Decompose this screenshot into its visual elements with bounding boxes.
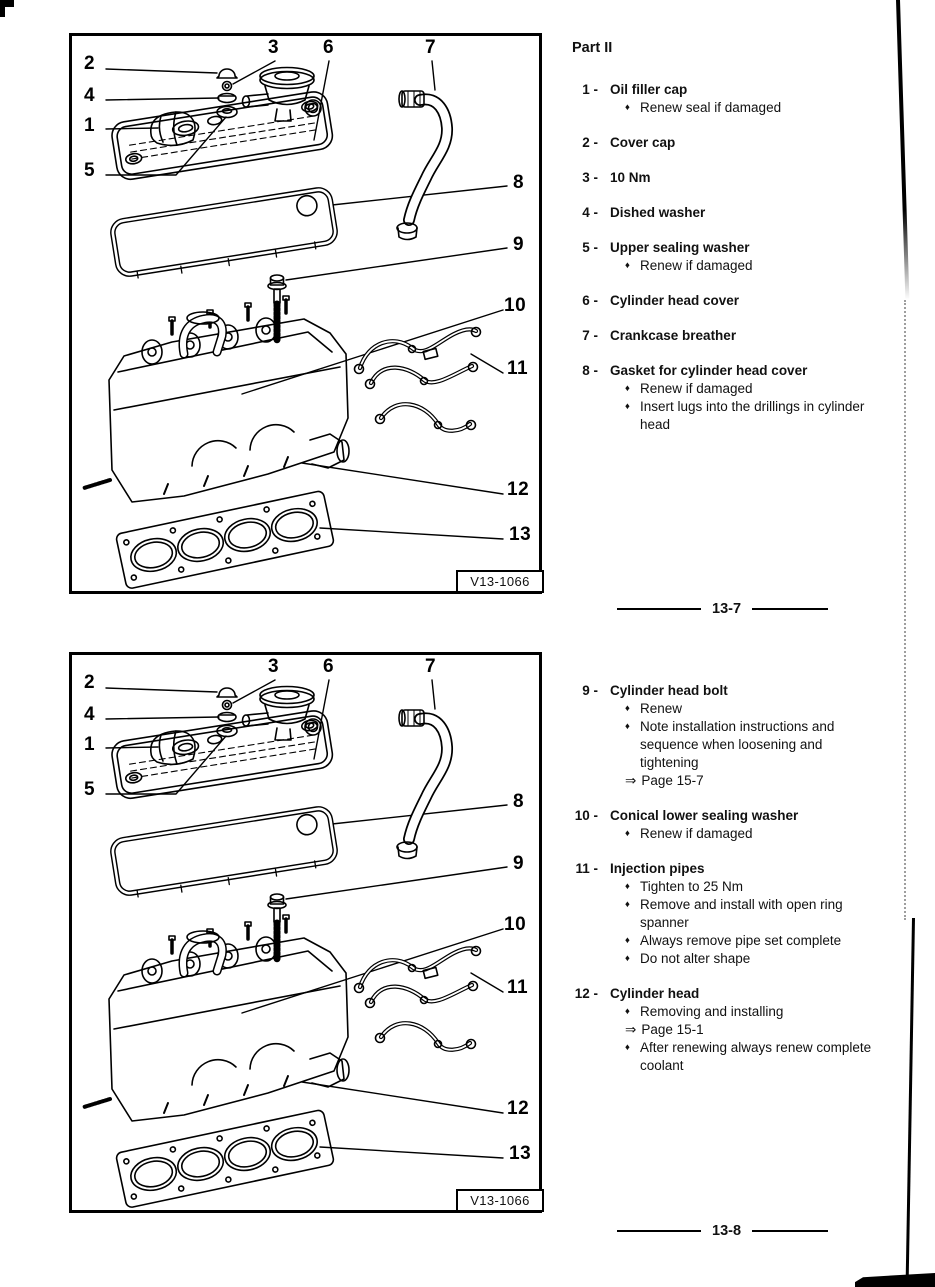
page-number-13-8 <box>617 1223 852 1239</box>
part-number: 10 - <box>574 808 598 823</box>
callout-3: 3 <box>268 656 280 677</box>
part-note: ♦ Remove and install with open ring spanner <box>625 897 843 930</box>
callout-8: 8 <box>513 791 525 812</box>
part-note: ♦ Renew if damaged <box>625 258 753 273</box>
part-note: ♦ Do not alter shape <box>625 951 751 966</box>
part-title: Cover cap <box>610 135 676 150</box>
part-note: ♦ Tighten to 25 Nm <box>625 879 744 894</box>
part-number: 12 - <box>574 986 598 1001</box>
part-title: Gasket for cylinder head cover <box>610 363 808 378</box>
part-number: 2 - <box>582 135 598 150</box>
exploded-diagram-2 <box>69 652 542 1213</box>
part-number: 7 - <box>582 328 598 343</box>
part-number: 3 - <box>582 170 598 185</box>
part-number: 1 - <box>582 82 598 97</box>
part-item-6 <box>560 292 882 310</box>
parts-list-bottom <box>560 682 882 1092</box>
part-title: Upper sealing washer <box>610 240 750 255</box>
callout-1: 1 <box>84 115 96 136</box>
callout-1: 1 <box>84 734 96 755</box>
part-title: Oil filler cap <box>610 82 688 97</box>
arrow-right-icon: ⇒ <box>625 1022 637 1037</box>
part-note: ♦ Always remove pipe set complete <box>625 933 842 948</box>
scan-artifact-right-edge <box>904 300 906 920</box>
bullet-diamond-icon: ♦ <box>625 260 630 271</box>
part-note: ♦ Renew <box>625 701 683 716</box>
part-item-9 <box>560 682 882 790</box>
part-title: Cylinder head bolt <box>610 683 728 698</box>
callout-4: 4 <box>84 704 96 725</box>
part-number: 6 - <box>582 293 598 308</box>
page-number-13-7 <box>617 601 852 617</box>
part-note: ♦ Renew if damaged <box>625 826 753 841</box>
part-note: ♦ Insert lugs into the drillings in cylinder head <box>625 399 865 432</box>
part-title: Conical lower sealing washer <box>610 808 799 823</box>
rule-line <box>617 608 701 610</box>
part-title: Injection pipes <box>610 861 705 876</box>
part-note: ♦ Note installation instructions and sequence when loosening and tightening <box>625 719 835 770</box>
part-title: Dished washer <box>610 205 706 220</box>
part-title: Cylinder head cover <box>610 293 740 308</box>
section-title: Part II <box>572 40 613 56</box>
callout-10: 10 <box>504 295 527 316</box>
callout-6: 6 <box>323 656 335 677</box>
part-title: Cylinder head <box>610 986 700 1001</box>
exploded-view-drawing <box>72 36 539 591</box>
part-title: 10 Nm <box>610 170 651 185</box>
callout-12: 12 <box>507 1098 530 1119</box>
part-item-1 <box>560 81 882 117</box>
part-item-11 <box>560 860 882 968</box>
bullet-diamond-icon: ♦ <box>625 102 630 113</box>
part-number: 8 - <box>582 363 598 378</box>
bullet-diamond-icon: ♦ <box>625 1042 630 1053</box>
callout-12: 12 <box>507 479 530 500</box>
callout-13: 13 <box>509 524 532 545</box>
page-reference: ⇒ Page 15-7 <box>625 773 704 788</box>
bullet-diamond-icon: ♦ <box>625 828 630 839</box>
callout-9: 9 <box>513 853 525 874</box>
part-note: ♦ Renew seal if damaged <box>625 100 782 115</box>
bullet-diamond-icon: ♦ <box>625 899 630 910</box>
figure-label: V13-1066 <box>456 570 544 593</box>
part-item-4 <box>560 204 882 222</box>
rule-line <box>752 608 828 610</box>
scan-artifact-right-edge <box>906 918 915 1287</box>
callout-2: 2 <box>84 53 96 74</box>
scan-artifact-top-left <box>0 0 5 17</box>
callout-13: 13 <box>509 1143 532 1164</box>
part-item-3 <box>560 169 882 187</box>
callout-6: 6 <box>323 37 335 58</box>
parts-list-top <box>560 81 882 451</box>
callout-9: 9 <box>513 234 525 255</box>
callout-4: 4 <box>84 85 96 106</box>
rule-line <box>617 1230 701 1232</box>
scan-artifact-bottom-right <box>855 1273 935 1287</box>
part-note: ♦ Renew if damaged <box>625 381 753 396</box>
part-number: 9 - <box>582 683 598 698</box>
callout-11: 11 <box>507 358 529 379</box>
exploded-view-drawing <box>72 655 539 1210</box>
part-note: ♦ After renewing always renew complete coolant <box>625 1040 872 1073</box>
part-number: 5 - <box>582 240 598 255</box>
bullet-diamond-icon: ♦ <box>625 721 630 732</box>
bullet-diamond-icon: ♦ <box>625 703 630 714</box>
arrow-right-icon: ⇒ <box>625 773 637 788</box>
callout-2: 2 <box>84 672 96 693</box>
part-item-8 <box>560 362 882 434</box>
bullet-diamond-icon: ♦ <box>625 1006 630 1017</box>
bullet-diamond-icon: ♦ <box>625 935 630 946</box>
scan-artifact-right-edge <box>896 0 909 300</box>
page-reference: ⇒ Page 15-1 <box>625 1022 704 1037</box>
bullet-diamond-icon: ♦ <box>625 383 630 394</box>
callout-8: 8 <box>513 172 525 193</box>
part-item-12 <box>560 985 882 1075</box>
callout-5: 5 <box>84 160 96 181</box>
callout-11: 11 <box>507 977 529 998</box>
bullet-diamond-icon: ♦ <box>625 401 630 412</box>
part-item-7 <box>560 327 882 345</box>
figure-label: V13-1066 <box>456 1189 544 1212</box>
part-number: 11 - <box>575 861 598 876</box>
callout-7: 7 <box>425 37 437 58</box>
callout-5: 5 <box>84 779 96 800</box>
part-title: Crankcase breather <box>610 328 737 343</box>
part-item-5 <box>560 239 882 275</box>
callout-10: 10 <box>504 914 527 935</box>
rule-line <box>752 1230 828 1232</box>
callout-7: 7 <box>425 656 437 677</box>
part-note: ♦ Removing and installing <box>625 1004 784 1019</box>
page-number-text: 13-8 <box>712 1223 742 1239</box>
part-item-2 <box>560 134 882 152</box>
bullet-diamond-icon: ♦ <box>625 953 630 964</box>
bullet-diamond-icon: ♦ <box>625 881 630 892</box>
exploded-diagram-1 <box>69 33 542 594</box>
page-number-text: 13-7 <box>712 601 742 617</box>
part-number: 4 - <box>582 205 598 220</box>
callout-3: 3 <box>268 37 280 58</box>
part-item-10 <box>560 807 882 843</box>
